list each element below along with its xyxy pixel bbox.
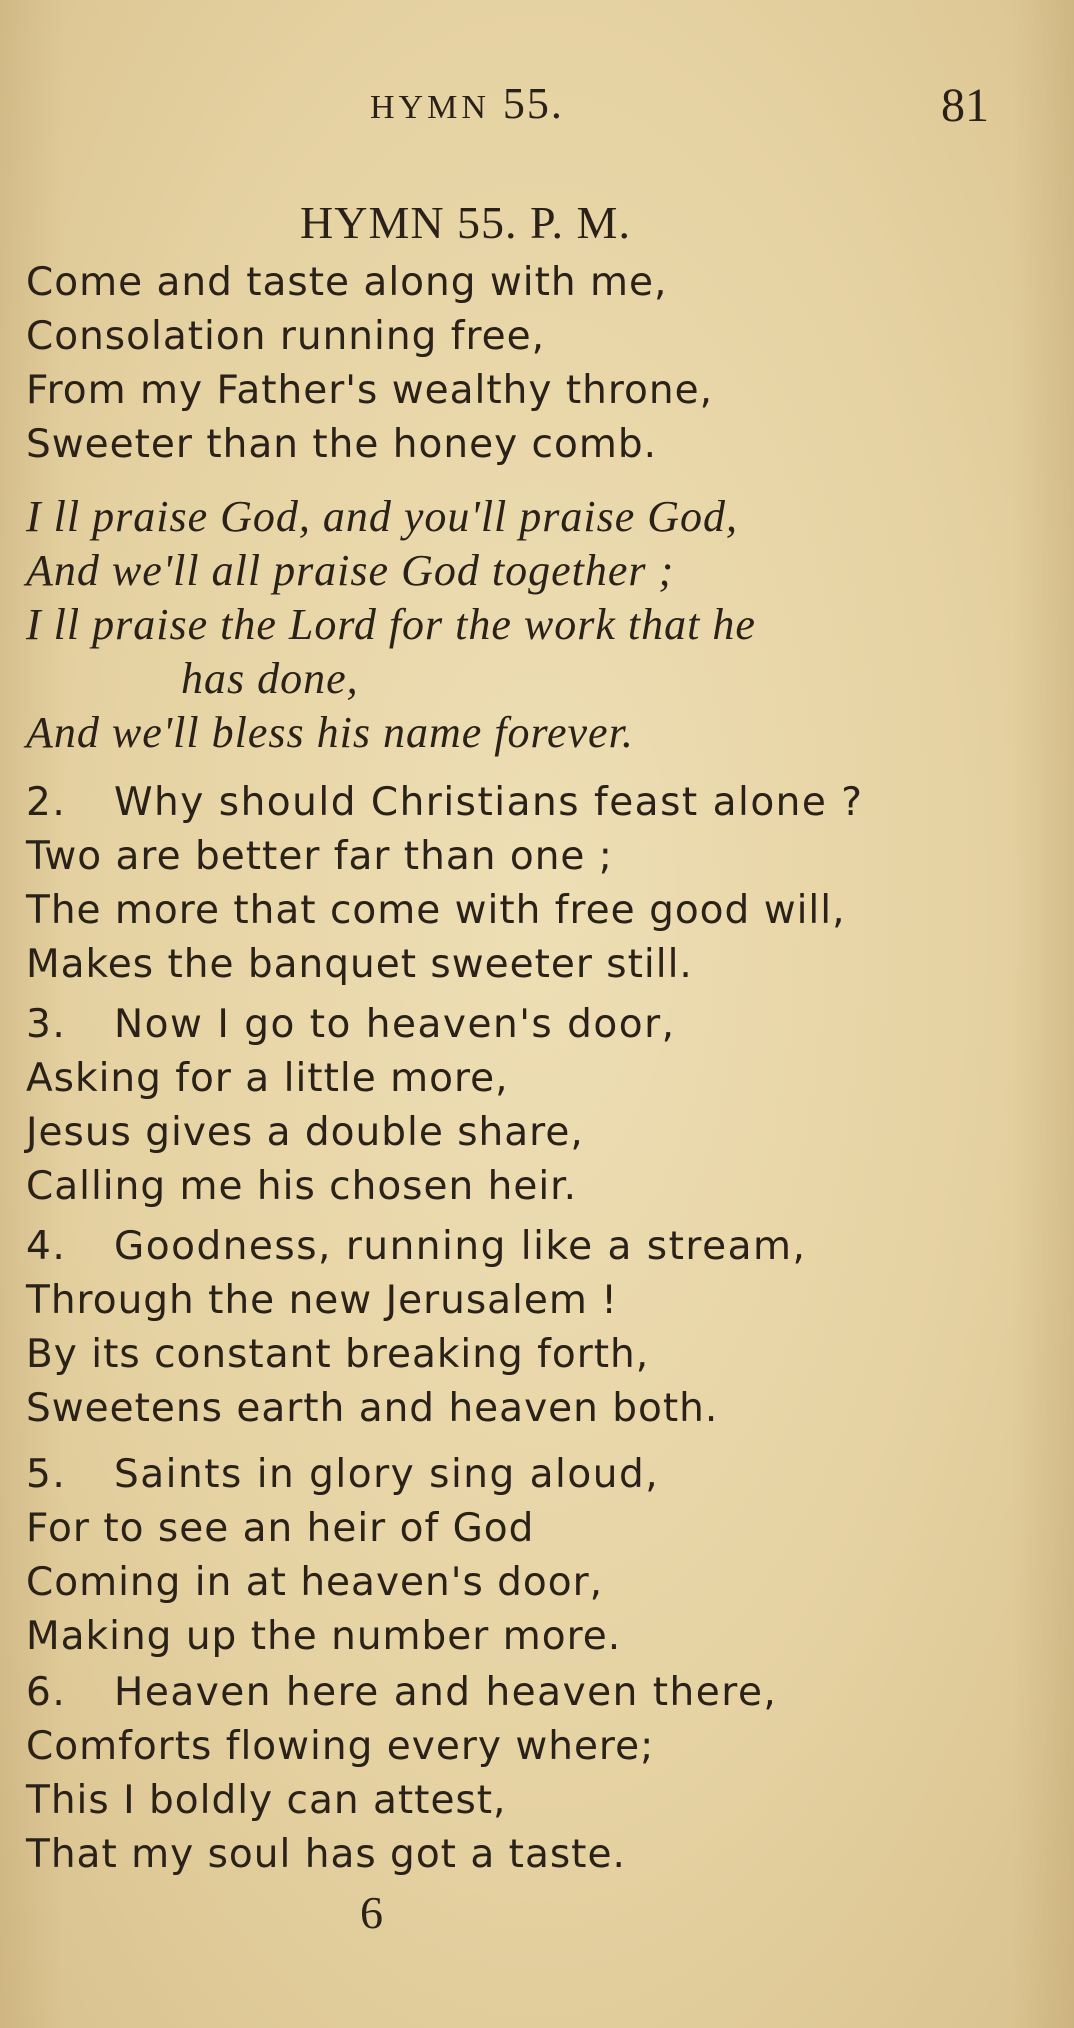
verse-line: Come and taste along with me, xyxy=(26,260,668,305)
stanza-line: Makes the banquet sweeter still. xyxy=(26,942,693,987)
stanza-line: Goodness, running like a stream, xyxy=(114,1224,807,1269)
stanza-line: Calling me his chosen heir. xyxy=(26,1164,578,1209)
verse-line: Consolation running free, xyxy=(26,314,546,359)
stanza-line: Making up the number more. xyxy=(26,1614,622,1659)
stanza-line: By its constant breaking forth, xyxy=(26,1332,650,1377)
chorus xyxy=(26,490,1034,760)
page-number: 81 xyxy=(941,79,989,132)
stanza-line: Coming in at heaven's door, xyxy=(26,1560,604,1605)
stanza-6 xyxy=(26,1666,1034,1882)
chorus-line: And we'll bless his name forever. xyxy=(26,708,634,757)
stanza-3 xyxy=(26,998,1034,1214)
chorus-line: And we'll all praise God together ; xyxy=(26,546,675,595)
stanza-number: 6. xyxy=(26,1670,67,1715)
stanza-2 xyxy=(26,776,1034,992)
stanza-line: The more that come with free good will, xyxy=(26,888,846,933)
stanza-4 xyxy=(26,1220,1034,1436)
stanza-line: Comforts flowing every where; xyxy=(26,1724,655,1769)
stanza-first-line xyxy=(26,1220,1034,1274)
running-head-number: 55. xyxy=(502,79,564,128)
chorus-line: I ll praise the Lord for the work that he xyxy=(26,600,756,649)
running-head-word: HYMN xyxy=(370,89,490,126)
stanza-5 xyxy=(26,1448,1034,1664)
stanza-line: Sweetens earth and heaven both. xyxy=(26,1386,719,1431)
signature-mark: 6 xyxy=(360,1887,383,1938)
stanza-first-line xyxy=(26,1448,1034,1502)
stanza-line: That my soul has got a taste. xyxy=(26,1832,626,1877)
stanza-number: 5. xyxy=(26,1452,67,1497)
stanza-first-line xyxy=(26,776,1034,830)
stanza-line: Through the new Jerusalem ! xyxy=(26,1278,618,1323)
stanza-line: For to see an heir of God xyxy=(26,1506,535,1551)
chorus-line: I ll praise God, and you'll praise God, xyxy=(26,492,739,541)
stanza-number: 3. xyxy=(26,1002,67,1047)
stanza-line: Now I go to heaven's door, xyxy=(114,1002,676,1047)
hymn-title: HYMN 55. P. M. xyxy=(300,197,631,248)
stanza-line: Jesus gives a double share, xyxy=(26,1110,584,1155)
verse-line: From my Father's wealthy throne, xyxy=(26,368,713,413)
chorus-line: has done, xyxy=(181,654,359,703)
stanza-number: 4. xyxy=(26,1224,67,1269)
stanza-first-line xyxy=(26,1666,1034,1720)
stanza-line: Heaven here and heaven there, xyxy=(114,1670,778,1715)
stanza-first-line xyxy=(26,998,1034,1052)
verse-1 xyxy=(26,256,1034,472)
running-head xyxy=(370,78,564,129)
verse-line: Sweeter than the honey comb. xyxy=(26,422,657,467)
stanza-line: Saints in glory sing aloud, xyxy=(114,1452,660,1497)
stanza-line: Why should Christians feast alone ? xyxy=(114,780,864,825)
stanza-line: Asking for a little more, xyxy=(26,1056,509,1101)
stanza-number: 2. xyxy=(26,780,67,825)
stanza-line: Two are better far than one ; xyxy=(26,834,613,879)
stanza-line: This I boldly can attest, xyxy=(26,1778,507,1823)
